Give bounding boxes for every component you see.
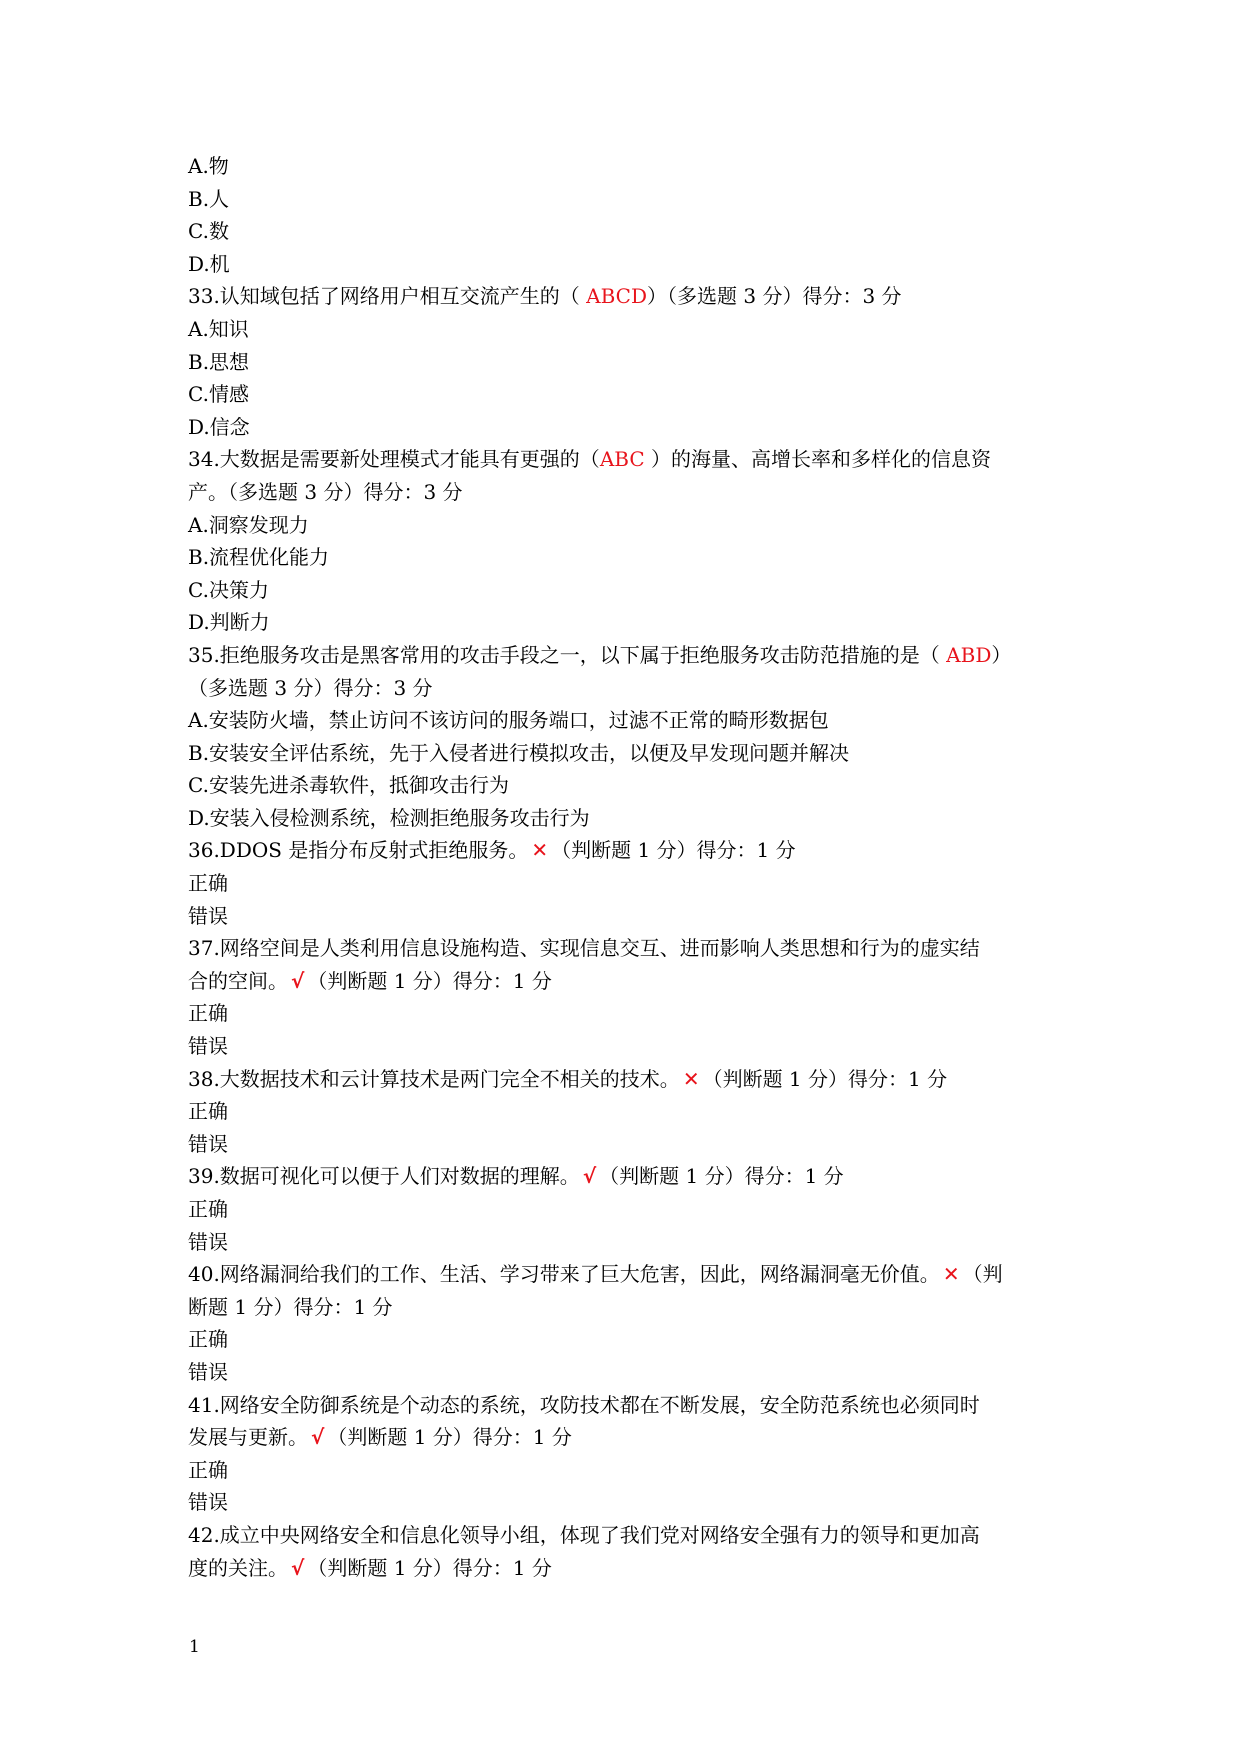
check-mark-icon: √ — [291, 1555, 305, 1580]
cross-mark-icon: ✕ — [531, 838, 549, 863]
text-line — [188, 1421, 1068, 1454]
text-line: A.洞察发现力 — [188, 512, 309, 537]
text-line: 错误 — [188, 1131, 228, 1156]
text-line: 错误 — [188, 1229, 228, 1254]
text-segment: （判断题 1 分）得分：1 分 — [551, 838, 796, 863]
text-line: D.安装入侵检测系统，检测拒绝服务攻击行为 — [188, 805, 590, 830]
answer-key: ABD — [946, 642, 992, 667]
check-mark-icon: √ — [311, 1425, 325, 1450]
text-line: 错误 — [188, 1034, 228, 1059]
text-segment: （判断题 1 分）得分：1 分 — [599, 1164, 844, 1189]
text-line — [188, 1552, 1068, 1585]
text-segment: 33.认知域包括了网络用户相互交流产生的（ — [188, 284, 587, 309]
text-line — [188, 1258, 1068, 1291]
cross-mark-icon: ✕ — [942, 1262, 960, 1287]
text-line: 正确 — [188, 1327, 228, 1352]
text-line: A.知识 — [188, 316, 249, 341]
text-line: A.物 — [188, 154, 229, 178]
text-line: 37.网络空间是人类利用信息设施构造、实现信息交互、进而影响人类思想和行为的虚实结 — [188, 936, 980, 961]
text-segment: 34.大数据是需要新处理模式才能具有更强的（ — [188, 447, 600, 472]
page-number: 1 — [189, 1637, 200, 1657]
text-line: 产。（多选题 3 分）得分：3 分 — [188, 479, 463, 504]
text-line: 正确 — [188, 871, 228, 896]
text-line — [188, 443, 1068, 476]
text-line: 错误 — [188, 903, 228, 928]
text-segment: 35.拒绝服务攻击是黑客常用的攻击手段之一，以下属于拒绝服务攻击防范措施的是（ — [188, 642, 947, 667]
text-segment: （判断题 1 分）得分：1 分 — [307, 1555, 552, 1580]
text-line: C.安装先进杀毒软件，抵御攻击行为 — [188, 773, 509, 798]
text-line: 41.网络安全防御系统是个动态的系统，攻防技术都在不断发展，安全防范系统也必须同时 — [188, 1392, 980, 1417]
text-line — [188, 280, 1068, 313]
text-line — [188, 639, 1068, 672]
text-segment: ）的海量、高增长率和多样化的信息资 — [644, 447, 991, 472]
text-segment: （判断题 1 分）得分：1 分 — [327, 1425, 572, 1450]
text-line — [188, 1063, 1068, 1096]
text-line: （多选题 3 分）得分：3 分 — [188, 675, 433, 700]
answer-key: ABC — [599, 447, 645, 472]
text-segment: （判 — [962, 1262, 1003, 1287]
text-line: A.安装防火墙，禁止访问不该访问的服务端口，过滤不正常的畸形数据包 — [188, 708, 829, 733]
text-segment: 度的关注。 — [188, 1555, 288, 1580]
text-segment: （判断题 1 分）得分：1 分 — [702, 1066, 948, 1091]
text-segment: 39.数据可视化可以便于人们对数据的理解。 — [188, 1164, 580, 1189]
text-line: B.思想 — [188, 349, 250, 374]
text-line: 正确 — [188, 1001, 228, 1026]
text-segment: 40.网络漏洞给我们的工作、生活、学习带来了巨大危害，因此，网络漏洞毫无价值。 — [188, 1262, 940, 1287]
text-line: B.流程优化能力 — [188, 545, 330, 570]
text-line: 正确 — [188, 1197, 228, 1221]
text-segment: ）（多选题 3 分）得分：3 分 — [647, 284, 902, 309]
document-body — [188, 150, 1068, 1584]
text-line — [188, 1160, 1068, 1193]
cross-mark-icon: ✕ — [682, 1066, 700, 1091]
text-segment: 合的空间。 — [188, 968, 288, 993]
text-line: 断题 1 分）得分：1 分 — [188, 1294, 393, 1319]
text-segment: 发展与更新。 — [188, 1425, 308, 1450]
text-line: C.数 — [188, 219, 229, 244]
text-line: B.安装安全评估系统，先于入侵者进行模拟攻击，以便及早发现问题并解决 — [188, 740, 850, 765]
text-line: D.机 — [188, 251, 230, 276]
text-line — [188, 965, 1068, 998]
text-line: D.判断力 — [188, 610, 270, 635]
text-line: 错误 — [188, 1359, 228, 1384]
text-line: 42.成立中央网络安全和信息化领导小组，体现了我们党对网络安全强有力的领导和更加高 — [188, 1522, 980, 1547]
answer-key: ABCD — [586, 284, 648, 309]
text-line: 正确 — [188, 1457, 228, 1482]
text-segment: 36.DDOS 是指分布反射式拒绝服务。 — [188, 838, 529, 863]
text-line: D.信念 — [188, 414, 250, 439]
text-line: 正确 — [188, 1099, 228, 1124]
text-segment: ） — [991, 642, 1012, 667]
text-segment: 38.大数据技术和云计算技术是两门完全不相关的技术。 — [188, 1066, 680, 1091]
text-line: C.决策力 — [188, 577, 269, 602]
text-line: B.人 — [188, 186, 230, 211]
text-segment: （判断题 1 分）得分：1 分 — [307, 968, 552, 993]
text-line: C.情感 — [188, 382, 249, 407]
text-line: 错误 — [188, 1490, 228, 1515]
check-mark-icon: √ — [291, 968, 305, 993]
check-mark-icon: √ — [582, 1164, 597, 1189]
text-line — [188, 834, 1068, 867]
